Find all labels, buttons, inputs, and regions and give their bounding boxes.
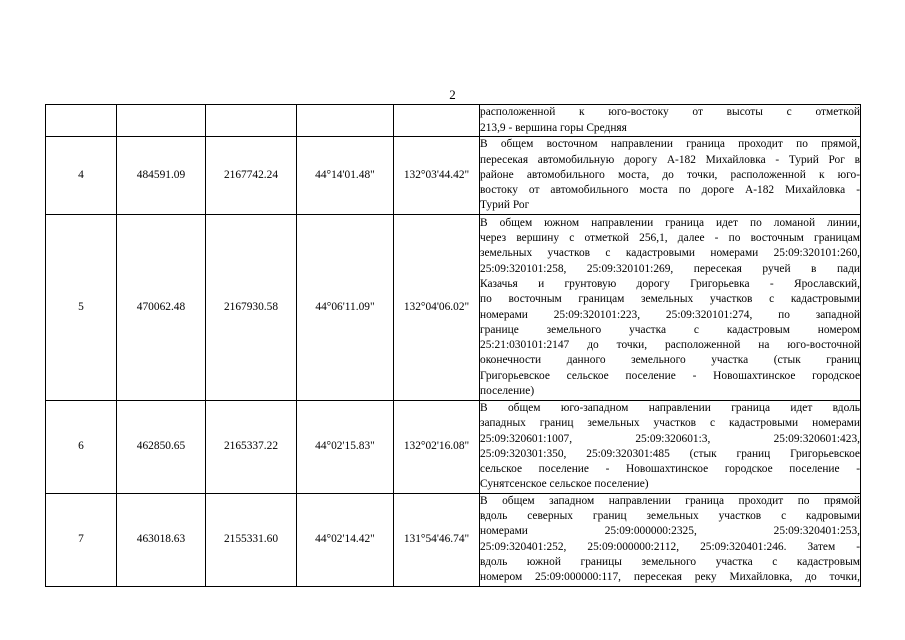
description-line: Григорьевское сельское поселение - Новошахтинское городское — [480, 369, 860, 382]
description-line: В общем юго-западном направлении граница идет вдоль — [480, 402, 860, 414]
description-line: через вершину с отметкой 256,1, далее - по восточным границам — [480, 232, 860, 245]
table-row — [46, 105, 861, 137]
description-line: В общем южном направлении граница идет по ломаной линии, — [480, 216, 860, 229]
description-line: вдоль северных границ земельных участков с кадровыми — [480, 510, 860, 523]
description-line: границе земельного участка с кадастровым номером — [480, 323, 860, 336]
description-line: Сунятсенское сельское поселение) — [480, 478, 649, 491]
point-number-cell: 5 — [46, 215, 117, 401]
latitude-cell — [297, 105, 394, 137]
latitude-cell: 44°06'11.09" — [297, 215, 394, 401]
description-line: Казачья и грунтовую дорогу Григорьевка - Ярославский, — [480, 277, 860, 290]
description-line: 25:09:320101:258, 25:09:320101:269, пересекая ручей в пади — [480, 262, 860, 275]
description-line: востоку от автомобильного моста по дороге А-182 Михайловка - — [480, 184, 860, 197]
point-number-cell: 7 — [46, 493, 117, 586]
latitude-cell: 44°14'01.48" — [297, 137, 394, 215]
description-line: сельское поселение - Новошахтинское городское поселение - — [480, 463, 860, 476]
description-cell — [480, 215, 861, 401]
longitude-cell: 131°54'46.74" — [394, 493, 480, 586]
description-cell — [480, 401, 861, 494]
table-row — [46, 215, 861, 401]
y-coordinate-cell: 2165337.22 — [206, 401, 297, 494]
table-row — [46, 137, 861, 215]
table-row — [46, 493, 861, 586]
y-coordinate-cell: 2167930.58 — [206, 215, 297, 401]
latitude-cell: 44°02'15.83" — [297, 401, 394, 494]
longitude-cell: 132°03'44.42" — [394, 137, 480, 215]
description-line: расположенной к юго-востоку от высоты с отметкой — [480, 106, 860, 119]
x-coordinate-cell: 463018.63 — [117, 493, 206, 586]
description-line: 213,9 - вершина горы Средняя — [480, 121, 627, 134]
description-line: вдоль южной границы земельного участка с кадастровым — [480, 555, 860, 568]
description-cell — [480, 105, 861, 137]
longitude-cell: 132°02'16.08" — [394, 401, 480, 494]
description-line: номерами 25:09:320101:223, 25:09:320101:274, по западной — [480, 308, 860, 321]
description-line: номерами 25:09:000000:2325, 25:09:320401:253, — [480, 525, 860, 538]
description-line: пересекая автомобильную дорогу А-182 Михайловка - Турий Рог в — [480, 153, 860, 166]
y-coordinate-cell — [206, 105, 297, 137]
description-line: В общем западном направлении граница проходит по прямой — [480, 494, 860, 507]
description-line: поселение) — [480, 384, 535, 397]
x-coordinate-cell: 470062.48 — [117, 215, 206, 401]
x-coordinate-cell: 462850.65 — [117, 401, 206, 494]
description-line: земельных участков с кадастровыми номерами 25:09:320101:260, — [480, 247, 860, 260]
y-coordinate-cell: 2167742.24 — [206, 137, 297, 215]
x-coordinate-cell: 484591.09 — [117, 137, 206, 215]
boundary-table — [45, 104, 861, 587]
description-line: по восточным границам земельных участков с кадастровыми — [480, 293, 860, 306]
description-line: 25:09:320401:252, 25:09:000000:2112, 25:09:320401:246. Затем - — [480, 540, 860, 553]
point-number-cell — [46, 105, 117, 137]
description-line: 25:21:030101:2147 до точки, расположенной на юго-восточной — [480, 339, 860, 352]
description-line: 25:09:320601:1007, 25:09:320601:3, 25:09:320601:423, — [480, 432, 860, 445]
description-line: западных границ земельных участков с кадастровыми номерами — [480, 417, 860, 430]
page-number: 2 — [449, 87, 456, 102]
longitude-cell: 132°04'06.02" — [394, 215, 480, 401]
point-number-cell: 4 — [46, 137, 117, 215]
table-row — [46, 401, 861, 494]
description-line: В общем восточном направлении граница проходит по прямой, — [480, 138, 860, 151]
description-line: номером 25:09:000000:117, пересекая реку Михайловка, до точки, — [480, 571, 860, 584]
description-line: районе автомобильного моста, до точки, расположенной к юго- — [480, 168, 860, 181]
point-number-cell: 6 — [46, 401, 117, 494]
latitude-cell: 44°02'14.42" — [297, 493, 394, 586]
y-coordinate-cell: 2155331.60 — [206, 493, 297, 586]
x-coordinate-cell — [117, 105, 206, 137]
description-cell — [480, 493, 861, 586]
description-line: Турий Рог — [480, 199, 530, 212]
longitude-cell — [394, 105, 480, 137]
description-line: оконечности данного земельного участка (стык границ — [480, 354, 860, 367]
description-cell — [480, 137, 861, 215]
description-line: 25:09:320301:350, 25:09:320301:485 (стык границ Григорьевское — [480, 447, 860, 460]
